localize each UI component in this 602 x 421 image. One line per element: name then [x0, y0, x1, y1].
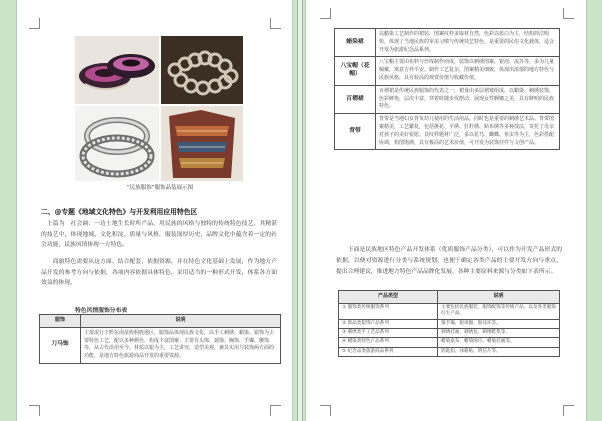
table-row — [339, 319, 560, 328]
product-desc-cell: 钥匙扣、冰箱贴、明信片等。 — [438, 347, 560, 356]
description-cell: 八宝帽主要由布料与丝线制作而成，装饰以刺绣图案、银泡、流苏等，多为儿童佩戴，寓意吉祥平安。制作工艺复杂，图案精美细致，体现出浓郁的地方特色与民族风格，具有较高的观赏价值与收藏价值。 — [376, 57, 560, 85]
category-cell: 八宝帽（花帽） — [335, 57, 376, 85]
costume-table — [39, 314, 281, 364]
crop-mark — [29, 405, 40, 416]
table-header-cell: 产品类型 — [339, 291, 438, 304]
product-type-cell: ④ 蜡染类特色产品系列 — [339, 338, 438, 347]
photo-caption: “民族服饰”服饰品装展示图 — [126, 185, 194, 191]
description-cell: 主要流行于黔东南苗族侗族地区，服饰品体现民族文化，以手工刺绣、蜡染、银饰为主要特色工艺，配以多种颜色，构成丰富图案；主要有头饰、颈饰、胸饰、手镯、腰饰等，从古代沿用至今。材质以银为主，工艺讲究，造型美观，兼具实用与装饰两方面的功能，是地方特色旅游商品开发的重要资源。 — [81, 327, 281, 363]
category-cell: 背带 — [335, 114, 376, 150]
document-page-left[interactable] — [17, 0, 292, 421]
document-page-right[interactable] — [306, 0, 586, 421]
silver-bangles-image — [75, 106, 159, 181]
product-type-cell: ③ 刺绣类手工艺品系列 — [339, 329, 438, 338]
description-cell: 背带是当地妇女背负幼儿使用的生活用品，同时也是重要的刺绣艺术品。背带图案精美，工艺繁复，包括挑花、平绣、打籽绣、贴布绣等多种技法，寄托了母亲对孩子的美好祝愿。其纹样题材广泛，多以花鸟、蝴蝶、鱼虫等为主，色彩搭配协调，构图饱满，具有极高的艺术价值，可开发为装饰挂件与文创产品。 — [376, 114, 560, 150]
crop-mark — [29, 18, 40, 29]
embroidered-shoes-image — [75, 36, 159, 104]
section-heading: 二、@专题《地域文化特色》与开发利用应用特色区 — [41, 208, 198, 216]
product-types-table — [338, 290, 560, 357]
description-cell: 以蜡染工艺制作的裙装，图案纹样多取材自然，色彩以蓝白为主，结构简洁明快，体现了当地民族的审美习惯与传统技艺特色，是重要的民俗文化载体，适合开发为旅游纪念品系列。 — [376, 29, 560, 57]
table-row — [40, 327, 281, 363]
description-cell: 百褶裙是传统民族服饰的代表之一，裙身由多层褶皱组成，以蜡染、刺绣装饰，色彩鲜艳，层次丰富，穿着时随步伐摆动，展现女性婀娜之美，具有鲜明的民族特色。 — [376, 85, 560, 113]
table-row — [339, 347, 560, 356]
table-row — [339, 329, 560, 338]
silver-chain-image — [161, 36, 243, 104]
category-cell: 蜡染裙 — [335, 29, 376, 57]
product-desc-cell: 刺绣挂画、刺绣包、刺绣鞋垫等。 — [438, 329, 560, 338]
product-type-cell: ① 服饰类传统服饰系列 — [339, 303, 438, 319]
table-header-row — [339, 291, 560, 304]
costume-table-continued — [334, 28, 560, 150]
crop-mark — [270, 405, 281, 416]
product-desc-cell: 主要包括民族服装，服饰配饰等传统产品，以及各类服饰衍生产品。 — [438, 303, 560, 319]
table-row — [335, 57, 560, 85]
table-row — [335, 85, 560, 113]
photo-collage — [75, 36, 243, 181]
table-header-row — [40, 315, 281, 328]
product-desc-cell: 蜡染桌布、蜡染围巾、蜡染挂画等。 — [438, 338, 560, 347]
product-type-cell: ⑤ 纪念品类旅游商品系列 — [339, 347, 438, 356]
product-desc-cell: 银手镯、银项圈、银耳环等。 — [438, 319, 560, 328]
table-row — [339, 303, 560, 319]
body-paragraph: 商旅特色需要从这方面、结合配套，依据资源，并在特色文化基础上发展，作为地方产品开发的参考方向与依据，各项内容依据具体特色，采用适当的一种形式开发，体系各方面效益的体现。 — [41, 259, 277, 286]
table-row — [339, 338, 560, 347]
body-paragraph: 下面是民族地区特色产品开发体系（优质服饰产品分类），可以作为开发产品形式的依据，以便对资源进行分类与系统规划，也便于确定各类产品的主要开发方向与重点，提出合理建议，推进地方特色产品品牌化发展，各种主要原料来源与分类如下表所示。 — [336, 247, 562, 275]
table-header-cell: 服饰 — [40, 315, 81, 328]
table-row — [335, 29, 560, 57]
body-paragraph: 上篇为 社会调：一边土地生长时所产品，用民族的风格与独特的传统特色技艺，其精湛的技艺中，体现地域、文化积淀、质量与风格，服装深厚历史，品牌文化中蕴含着一定的社会功能，民族风情体现一方特色。 — [41, 221, 277, 248]
crop-mark — [320, 8, 331, 19]
embroidered-textile-image — [161, 106, 243, 181]
product-type-cell: ② 饰品类银饰产品系列 — [339, 319, 438, 328]
table-header-cell: 说明 — [81, 315, 281, 328]
table-row — [335, 114, 560, 150]
category-cell: 刀马饰 — [40, 327, 81, 363]
page-gap-divider — [297, 0, 303, 421]
table-header-cell: 说明 — [438, 291, 560, 304]
crop-mark — [270, 18, 281, 29]
category-cell: 百褶裙 — [335, 85, 376, 113]
crop-mark — [563, 405, 574, 416]
crop-mark — [320, 405, 331, 416]
crop-mark — [563, 8, 574, 19]
table-title: 特色风情服饰分布表 — [75, 308, 128, 314]
